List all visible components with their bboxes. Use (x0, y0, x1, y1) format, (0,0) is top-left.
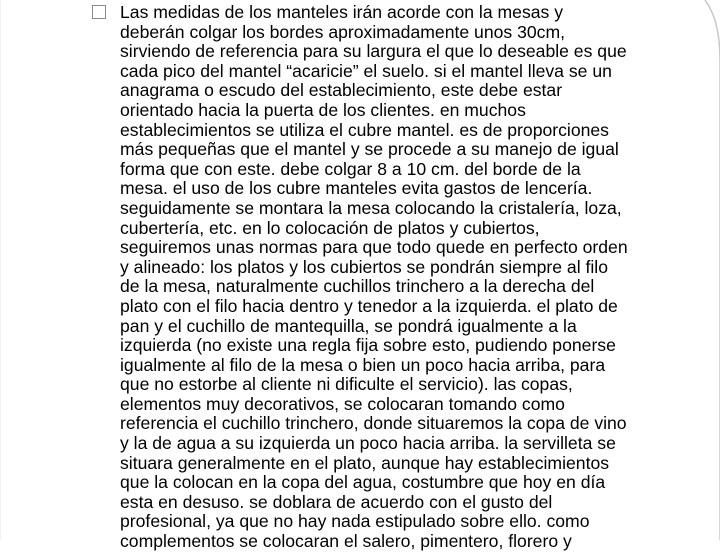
text-line: pan y el cuchillo de mantequilla, se pondrá igualmente a la (120, 315, 577, 336)
text-line: anagrama o escudo del establecimiento, este debe estar (120, 80, 563, 101)
text-line: cada pico del mantel “acaricie” el suelo. si el mantel lleva se un (120, 60, 612, 81)
text-line: situara generalmente en el plato, aunque hay establecimientos (120, 452, 610, 473)
text-line: deberán colgar los bordes aproximadamente unos 30cm, (120, 21, 565, 42)
text-line: que la colocan en la copa del agua, costumbre que hoy en día (120, 472, 606, 493)
text-line: sirviendo de referencia para su largura el que lo deseable es que (120, 41, 627, 62)
text-line: mesa. el uso de los cubre manteles evita gastos de lencería. (120, 178, 593, 199)
body-paragraph (120, 3, 700, 552)
text-line: más pequeñas que el mantel y se procede a su manejo de igual (120, 139, 619, 160)
text-line: seguiremos unas normas para que todo quede en perfecto orden (120, 237, 628, 258)
text-line: orientado hacia la puerta de los clientes. en muchos (120, 99, 526, 120)
text-line: izquierda (no existe una regla fija sobre esto, pudiendo ponerse (120, 335, 616, 356)
text-line: de la mesa, naturalmente cuchillos trinchero a la derecha del (120, 276, 595, 297)
text-line: seguidamente se montara la mesa colocando la cristalería, loza, (120, 197, 622, 218)
text-line: plato con el filo hacia dentro y tenedor a la izquierda. el plato de (120, 295, 618, 316)
text-line: y la de agua a su izquierda un poco hacia arriba. la servilleta se (120, 433, 616, 454)
text-line: Las medidas de los manteles irán acorde con la mesas y (120, 2, 564, 22)
text-line: igualmente al filo de la mesa o bien un poco hacia arriba, para (120, 354, 606, 375)
text-line: profesional, ya que no hay nada estipulado sobre ello. como (120, 511, 590, 532)
text-line: forma que con este. debe colgar 8 a 10 cm. del borde de la (120, 158, 581, 179)
text-line: establecimientos se utiliza el cubre mantel. es de proporciones (120, 119, 609, 140)
square-bullet-icon (92, 5, 106, 19)
text-line: esta en desuso. se doblara de acuerdo con el gusto del (120, 491, 553, 512)
text-line: referencia el cuchillo trinchero, donde situaremos la copa de vino (120, 413, 627, 434)
text-line: que no estorbe al cliente ni dificulte el servicio). las copas, (120, 374, 573, 395)
text-line: cubertería, etc. en lo colocación de platos y cubiertos, (120, 217, 540, 238)
text-line: y alineado: los platos y los cubiertos se pondrán siempre al filo (120, 256, 609, 277)
text-line: elementos muy decorativos, se colocaran tomando como (120, 393, 565, 414)
text-line: complementos se colocaran el salero, pimentero, florero y (120, 531, 572, 552)
